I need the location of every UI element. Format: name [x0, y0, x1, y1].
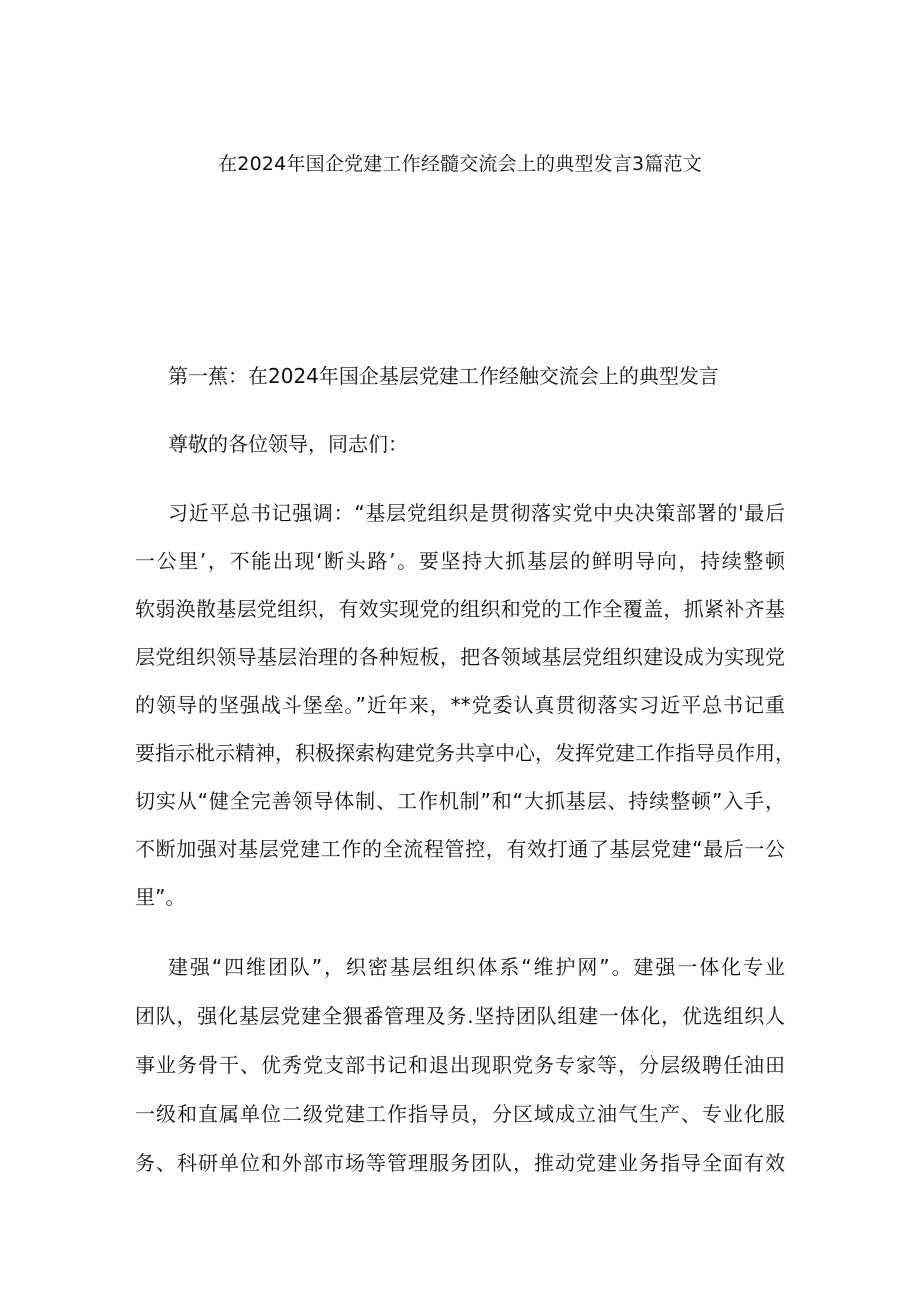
paragraph-2-line-4: 一级和直属单位二级党建工作指导员，分区域成立油气生产、专业化服 [135, 1102, 785, 1126]
paragraph-1-line-8: 不断加强对基层党建工作的全流程管控，有效打通了基层党建“最后一公 [135, 837, 785, 861]
paragraph-1-line-6: 要指示枇示精神，积极探索构建党务共享中心，发挥党建工作指导员作用， [135, 741, 795, 765]
paragraph-1-line-1: 习近平总书记强调：“基层党组织是贯彻落实党中央决策部署的'最后 [168, 501, 785, 525]
paragraph-1-line-9: 里”。 [135, 885, 186, 909]
paragraph-1-line-4: 层党组织领导基层治理的各种短板，把各领域基层党组织建设成为实现党 [135, 645, 785, 669]
paragraph-1-line-3: 软弱涣散基层党组织，有效实现党的组织和党的工作全覆盖，抓紧补齐基 [135, 597, 785, 621]
paragraph-2-line-2: 团队，强化基层党建全猥番管理及务.坚持团队组建一体化，优选组织人 [135, 1004, 785, 1028]
paragraph-2-line-5: 务、科研单位和外部市场等管理服务团队，推动党建业务指导全面有效 [135, 1151, 785, 1175]
paragraph-1-line-7: 切实从“健全完善领导体制、工作机制”和“大抓基层、持续整顿”入手， [135, 789, 785, 813]
paragraph-1-line-5: 的领导的坚强战斗堡垒。”近年来，**党委认真贯彻落实习近平总书记重 [135, 693, 785, 717]
section-heading: 第一蕉：在2024年国企基层党建工作经触交流会上的典型发言 [168, 364, 719, 388]
paragraph-2-line-3: 事业务骨干、优秀党支部书记和退出现职党务专家等，分层级聘任油田 [135, 1053, 785, 1077]
salutation: 尊敬的各位领导，同志们： [168, 432, 408, 456]
document-title: 在2024年国企党建工作经髓交流会上的典型发言3篇范文 [218, 153, 702, 175]
paragraph-1-line-2: 一公里’，不能出现‘断头路’。要坚持大抓基层的鲜明导向，持续整顿 [135, 549, 785, 573]
paragraph-2-line-1: 建强“四维团队”，织密基层组织体系“维护网”。建强一体化专业 [168, 955, 785, 979]
